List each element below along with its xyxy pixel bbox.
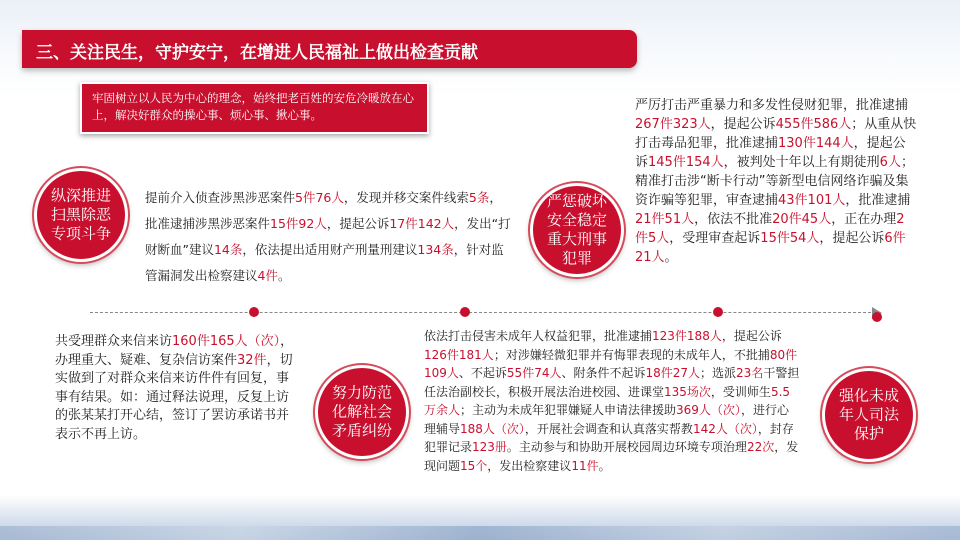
figure-value: 5.5万余人 — [424, 384, 791, 417]
figure-value: 32件 — [237, 352, 267, 368]
section-juvenile-protection-text — [424, 327, 800, 475]
bubble-resolve-disputes-label: 努力防范化解社会矛盾纠纷 — [331, 383, 392, 440]
text-segment: ，发出检察建议 — [487, 458, 572, 473]
text-segment: ；对涉嫌轻微犯罪并有悔罪表现的未成年人，不批捕 — [493, 347, 770, 362]
figure-value: 160件165人（次） — [172, 334, 281, 349]
text-segment: ，发现并移交案件线索 — [343, 190, 469, 205]
figure-value: 20件45人 — [772, 212, 832, 227]
text-segment: ，被判处十年以上有期徒刑 — [723, 155, 880, 170]
figure-value: 21件51人 — [635, 212, 695, 227]
figure-value: 17件142人 — [389, 216, 455, 231]
figure-value: 6人 — [879, 155, 901, 170]
figure-value: 130件144人 — [778, 136, 854, 151]
figure-value: 14条 — [213, 242, 243, 257]
text-segment: ，提起公诉 — [326, 216, 390, 231]
text-segment: ，提起公诉 — [710, 117, 776, 132]
text-segment: ，进行心理辅导 — [424, 403, 789, 436]
figure-value: 15件54人 — [760, 231, 820, 246]
text-segment: 共受理群众来信来访 — [55, 334, 173, 349]
figure-value: 135场次 — [664, 384, 711, 399]
text-segment: ；从重从快打击毒品犯罪，批准逮捕 — [635, 117, 917, 151]
text-segment: 干警担任法治副校长，积极开展法治进校园、进课堂 — [424, 366, 800, 399]
text-segment: 。 — [277, 268, 291, 283]
bubble-resolve-disputes — [315, 365, 409, 459]
text-segment: ，正在办理 — [831, 212, 897, 227]
figure-value: 123件188人 — [652, 329, 722, 343]
timeline-axis — [90, 312, 876, 313]
text-segment: ，提起公诉 — [635, 136, 906, 170]
text-segment: ，依法不批准 — [694, 212, 773, 227]
section-punish-crime-text — [635, 96, 917, 267]
text-segment: ，批准逮捕 — [845, 193, 911, 208]
text-segment: 、不起诉 — [458, 366, 507, 380]
text-segment: ，切实做到了对群众来信来访件件有回复，事事有结果。如：通过释法说理，反复上访的张某某打开心结，签订了罢访承诺书并表示不再上访。 — [55, 352, 293, 442]
text-segment: ，受理审查起诉 — [669, 231, 761, 246]
intro-text: 牢固树立以人民为中心的理念，始终把老百姓的安危冷暖放在心上，解决好群众的操心事、烦心事、揪心事。 — [92, 91, 414, 122]
figure-value: 55件74人 — [506, 366, 562, 380]
figure-value: 22次 — [746, 440, 775, 454]
section-resolve-disputes-text — [55, 333, 299, 444]
section-anti-gang-text — [145, 185, 513, 289]
title-bar — [22, 30, 637, 68]
figure-value: 5件76人 — [295, 190, 344, 205]
text-segment: ，提起公诉 — [721, 329, 782, 343]
figure-value: 15件92人 — [270, 216, 327, 231]
figure-value: 15个 — [460, 458, 488, 473]
bubble-juvenile-protection — [822, 368, 916, 462]
bubble-anti-gang — [34, 168, 128, 262]
text-segment: 。主动参与和协助开展校园周边环境专项治理 — [506, 440, 747, 454]
timeline-dot — [249, 307, 259, 317]
figure-value: 142人（次） — [692, 421, 758, 436]
figure-value: 80件109人 — [424, 347, 798, 380]
text-segment: 。 — [598, 458, 611, 473]
figure-value: 455件586人 — [775, 117, 852, 132]
text-segment: ，办理重大、疑难、复杂信访案件 — [55, 334, 294, 368]
text-segment: ，受训师生 — [710, 384, 771, 399]
figure-value: 145件154人 — [648, 155, 724, 170]
timeline-dot — [460, 307, 470, 317]
bubble-punish-crime-label: 严惩破坏安全稳定重大刑事犯罪 — [546, 192, 607, 267]
text-segment: 提前介入侦查涉黑涉恶案件 — [145, 190, 296, 205]
text-segment: ；精准打击涉“断卡行动”等新型电信网络诈骗及集资诈骗等犯罪，审查逮捕 — [635, 155, 914, 208]
timeline-dot — [872, 312, 882, 322]
text-segment: ，依法提出适用财产刑量刑建议 — [242, 242, 418, 257]
page-title: 三、关注民生，守护安宁，在增进人民福祉上做出检查贡献 — [36, 43, 478, 63]
figure-value: 267件323人 — [635, 117, 711, 132]
figure-value: 43件101人 — [778, 193, 846, 208]
figure-value: 6件21人 — [635, 231, 906, 265]
figure-value: 126件181人 — [424, 347, 494, 362]
text-segment: 严厉打击严重暴力和多发性侵财犯罪，批准逮捕 — [635, 98, 909, 113]
figure-value: 369人（次） — [676, 403, 741, 417]
text-segment: ；选派 — [700, 366, 737, 380]
text-segment: ，发出“打财断血”建议 — [145, 216, 511, 257]
intro-box — [80, 82, 429, 134]
sky-background-bottom — [0, 495, 960, 540]
bubble-punish-crime — [530, 183, 624, 277]
text-segment: ，发现问题 — [424, 440, 799, 473]
timeline-dot — [713, 307, 723, 317]
text-segment: 、附条件不起诉 — [561, 366, 646, 380]
text-segment: 。 — [664, 250, 678, 265]
text-segment: ，开展社会调查和认真落实帮教 — [524, 421, 693, 436]
text-segment: ，针对监管漏洞发出检察建议 — [145, 242, 504, 283]
figure-value: 134条 — [417, 242, 454, 257]
text-segment: 依法打击侵害未成年人权益犯罪，批准逮捕 — [424, 329, 653, 343]
figure-value: 188人（次） — [460, 421, 525, 436]
figure-value: 23名 — [736, 366, 764, 380]
bubble-anti-gang-label: 纵深推进扫黑除恶专项斗争 — [50, 186, 111, 243]
figure-value: 2件5人 — [635, 212, 905, 246]
figure-value: 4件 — [257, 268, 278, 283]
figure-value: 5条 — [468, 190, 490, 205]
bubble-juvenile-protection-label: 强化未成年人司法保护 — [838, 386, 899, 443]
figure-value: 18件27人 — [645, 366, 701, 380]
text-segment: ，提起公诉 — [819, 231, 885, 246]
text-segment: ；主动为未成年犯罪嫌疑人申请法律援助 — [460, 403, 677, 417]
text-segment: ，批准逮捕涉黑涉恶案件 — [145, 190, 502, 231]
figure-value: 123册 — [472, 440, 507, 454]
figure-value: 11件 — [571, 458, 599, 473]
text-segment: ，封存犯罪记录 — [424, 421, 794, 454]
